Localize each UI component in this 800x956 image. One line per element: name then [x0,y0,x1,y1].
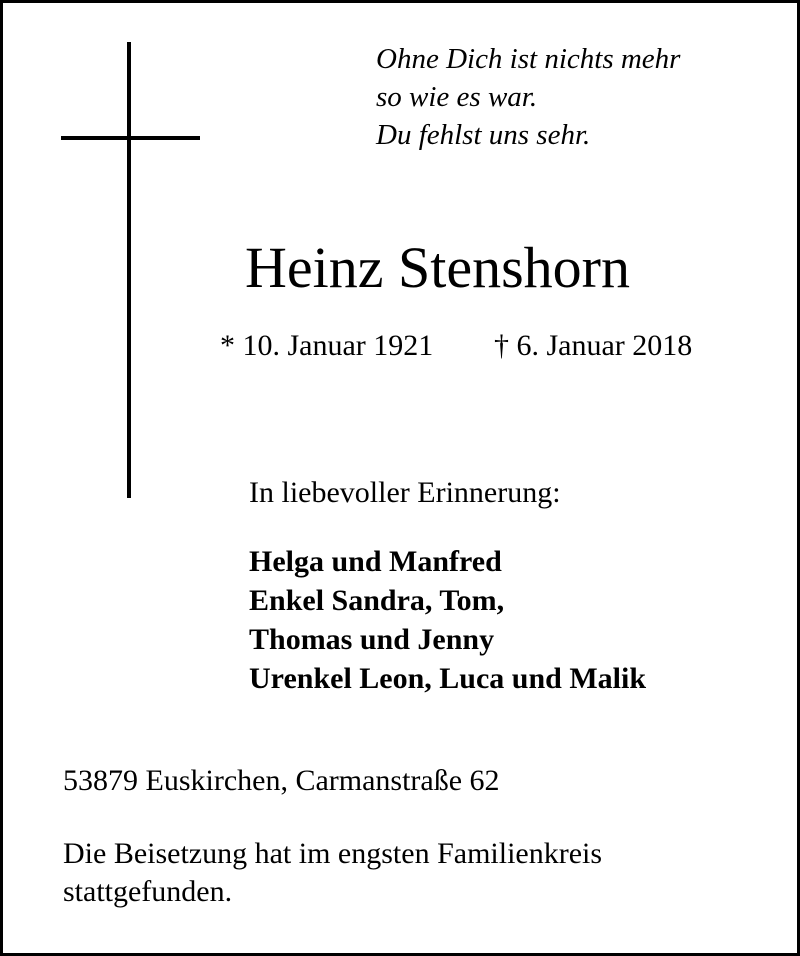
burial-line: stattgefunden. [63,875,233,908]
mourner-line: Helga und Manfred [249,545,502,578]
mourner-line: Thomas und Jenny [249,623,495,656]
remembrance-heading: In liebevoller Erinnerung: [249,476,561,509]
mourner-line: Enkel Sandra, Tom, [249,584,505,617]
quote-line: so wie es war. [376,81,538,113]
memorial-quote [376,40,680,154]
quote-line: Du fehlst uns sehr. [376,119,591,151]
birth-date: * 10. Januar 1921 [220,329,434,362]
mourner-line: Urenkel Leon, Luca und Malik [249,662,647,695]
burial-notice [63,835,602,911]
address: 53879 Euskirchen, Carmanstraße 62 [63,764,500,797]
burial-line: Die Beisetzung hat im engsten Familienkreis [63,837,603,870]
life-dates [220,327,693,365]
quote-line: Ohne Dich ist nichts mehr [376,43,681,75]
cross-horizontal-bar [61,136,200,140]
death-date: † 6. Januar 2018 [494,329,693,362]
mourners-list [249,542,646,698]
cross-vertical-bar [127,42,131,498]
deceased-name: Heinz Stenshorn [245,235,630,300]
